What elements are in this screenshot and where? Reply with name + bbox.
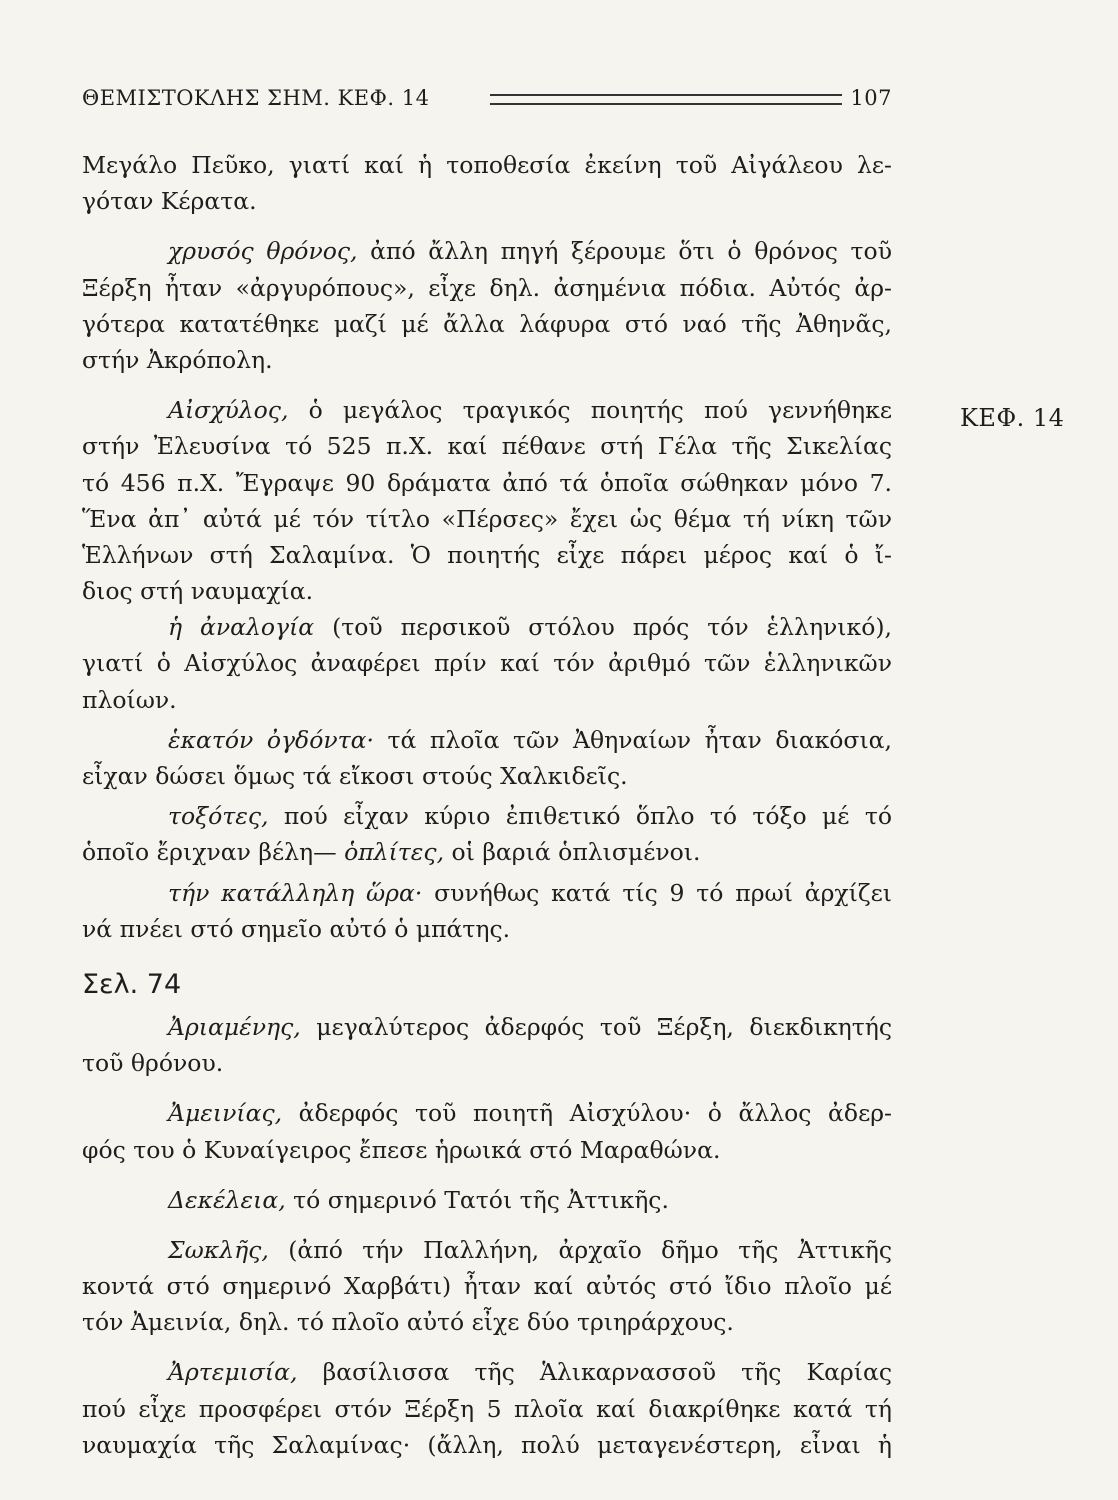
note-first-line: Ἀριαμένης, μεγαλύτερος ἀδερφός τοῦ Ξέρξη, διεκδικητής — [168, 1012, 892, 1041]
note-first-line: χρυσός θρόνος, ἀπό ἄλλη πηγή ξέρουμε ὅτι ὁ θρόνος τοῦ — [168, 237, 892, 266]
running-title: ΘΕΜΙΣΤΟΚΛΗΣ ΣΗΜ. ΚΕΦ. 14 — [82, 86, 430, 110]
page-body — [82, 147, 892, 1463]
note-term: Ἀριαμένης, — [168, 1012, 301, 1041]
text-line: Ἕνα ἀπ᾽ αὐτά μέ τόν τίτλο «Πέρσες» ἔχει ὡς θέμα τή νίκη τῶν — [82, 504, 892, 533]
running-header — [82, 80, 892, 114]
note-term: ὁπλίτες, — [344, 838, 445, 867]
note-term: ἑκατόν ὀγδόντα· — [168, 725, 374, 754]
text-line: τό 456 π.Χ. Ἔγραψε 90 δράματα ἀπό τά ὁποῖα σώθηκαν μόνο 7. — [82, 468, 892, 497]
text-line: κοντά στό σημερινό Χαρβάτι) ἦταν καί αὐτός στό ἴδιο πλοῖο μέ — [82, 1272, 892, 1301]
text-line: ναυμαχία τῆς Σαλαμίνας· (ἄλλη, πολύ μεταγενέστερη, εἶναι ἡ — [82, 1430, 892, 1459]
text-line: γόταν Κέρατα. — [82, 187, 257, 216]
text-line: ὁποῖο ἔριχναν βέλη— ὁπλίτες, οἱ βαριά ὁπλισμένοι. — [82, 838, 701, 867]
note-first-line: Δεκέλεια, τό σημερινό Τατόι τῆς Ἀττικῆς. — [168, 1185, 669, 1214]
note-term: χρυσός θρόνος, — [168, 237, 358, 266]
note-first-line: ἡ ἀναλογία (τοῦ περσικοῦ στόλου πρός τόν ἑλληνικό), — [168, 613, 892, 642]
note-first-line: τήν κατάλληλη ὥρα· συνήθως κατά τίς 9 τό πρωί ἀρχίζει — [168, 878, 892, 907]
text-line: Ἑλλήνων στή Σαλαμίνα. Ὁ ποιητής εἶχε πάρει μέρος καί ὁ ἴ- — [82, 540, 892, 569]
text-line: στήν Ἀκρόπολη. — [82, 345, 273, 374]
note-first-line: Σωκλῆς, (ἀπό τήν Παλλήνη, ἀρχαῖο δῆμο τῆς Ἀττικῆς — [168, 1235, 892, 1264]
text-line: φός του ὁ Κυναίγειρος ἔπεσε ἡρωικά στό Μαραθώνα. — [82, 1135, 721, 1164]
note-first-line: ἑκατόν ὀγδόντα· τά πλοῖα τῶν Ἀθηναίων ἦταν διακόσια, — [168, 725, 892, 754]
text-line: στήν Ἐλευσίνα τό 525 π.Χ. καί πέθανε στή Γέλα τῆς Σικελίας — [82, 432, 892, 461]
text-line: Ξέρξη ἦταν «ἀργυρόπους», εἶχε δηλ. ἀσημένια πόδια. Αὐτός ἀρ- — [82, 273, 892, 302]
text-line: τοῦ θρόνου. — [82, 1049, 224, 1078]
note-term: Σωκλῆς, — [168, 1235, 269, 1264]
note-term: ἡ ἀναλογία — [168, 613, 315, 642]
note-term: Δεκέλεια, — [168, 1185, 286, 1214]
note-term: Αἰσχύλος, — [168, 396, 289, 425]
text-line: εἶχαν δώσει ὅμως τά εἴκοσι στούς Χαλκιδεῖς. — [82, 762, 628, 790]
note-first-line: τοξότες, πού εἶχαν κύριο ἐπιθετικό ὅπλο τό τόξο μέ τό — [168, 802, 892, 831]
text-line: νά πνέει στό σημεῖο αὐτό ὁ μπάτης. — [82, 914, 511, 943]
section-heading: Σελ. 74 — [82, 968, 182, 1000]
note-term: Ἀμεινίας, — [168, 1099, 283, 1128]
text-line: γότερα κατατέθηκε μαζί μέ ἄλλα λάφυρα στό ναό τῆς Ἀθηνᾶς, — [82, 309, 892, 338]
text-line: Μεγάλο Πεῦκο, γιατί καί ἡ τοποθεσία ἐκείνη τοῦ Αἰγάλεου λε- — [82, 151, 892, 179]
note-first-line: Ἀμεινίας, ἀδερφός τοῦ ποιητῆ Αἰσχύλου· ὁ ἄλλος ἀδερ- — [168, 1099, 892, 1128]
header-double-rule — [490, 94, 842, 105]
page-number: 107 — [850, 86, 892, 110]
text-line: τόν Ἀμεινία, δηλ. τό πλοῖο αὐτό εἶχε δύο τριηράρχους. — [82, 1308, 734, 1337]
text-line: πλοίων. — [82, 685, 177, 714]
note-term: Ἀρτεμισία, — [168, 1358, 298, 1387]
note-term: τοξότες, — [168, 802, 269, 831]
text-line: διος στή ναυμαχία. — [82, 577, 314, 606]
text-line: πού εἶχε προσφέρει στόν Ξέρξη 5 πλοῖα καί διακρίθηκε κατά τή — [82, 1394, 892, 1423]
note-first-line: Ἀρτεμισία, βασίλισσα τῆς Ἁλικαρνασσοῦ τῆς Καρίας — [168, 1358, 892, 1387]
note-term: τήν κατάλληλη ὥρα· — [168, 878, 423, 907]
text-line: γιατί ὁ Αἰσχύλος ἀναφέρει πρίν καί τόν ἀριθμό τῶν ἑλληνικῶν — [82, 649, 892, 678]
note-first-line: Αἰσχύλος, ὁ μεγάλος τραγικός ποιητής πού γεννήθηκε — [168, 396, 892, 425]
margin-chapter-note: ΚΕΦ. 14 — [960, 404, 1065, 432]
